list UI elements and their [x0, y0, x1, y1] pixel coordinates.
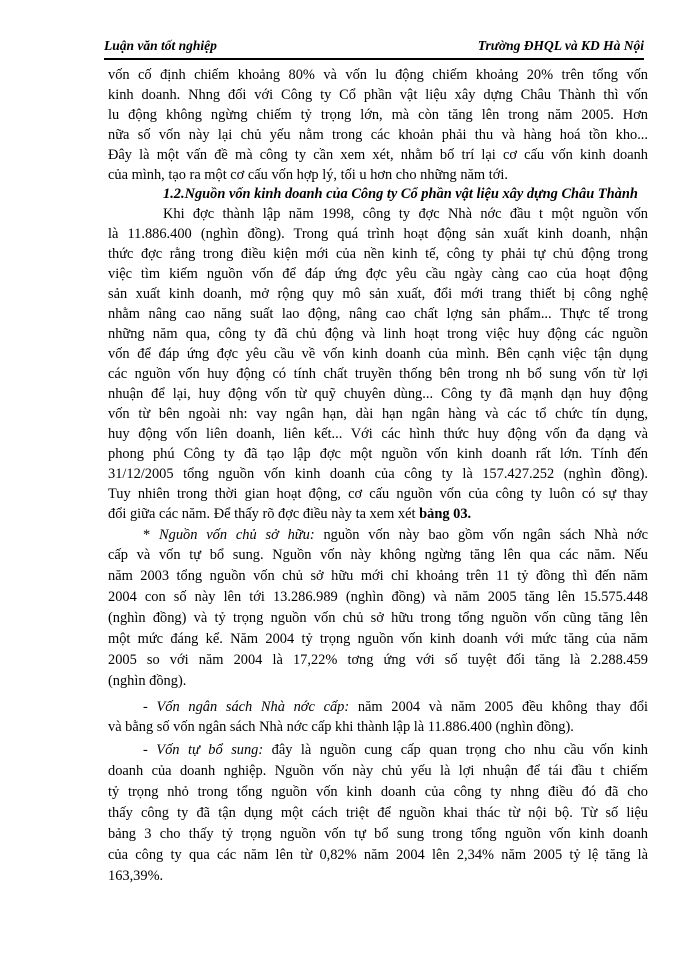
text-line: và bằng số vốn ngân sách Nhà nớc cấp khi thành lập là 11.886.400 (nghìn đồng). — [108, 719, 574, 735]
text-line: doanh của doanh nghiệp. Nguồn vốn này chủ yếu là lợi nhuận để tái đầu t chiếm — [108, 763, 648, 779]
subheading-state-budget: Vốn ngân sách Nhà nớc cấp: — [156, 699, 350, 715]
text-line: Tuy nhiên trong thời gian hoạt động, cơ cấu nguồn vốn của công ty luôn có sự thay — [108, 486, 648, 502]
text-line: 163,39%. — [108, 868, 164, 884]
text-line: lu động không ngừng chiếm tỷ trọng lớn, mà còn tăng lên trong năm 2005. Hơn — [108, 107, 648, 123]
text-span: nguồn vốn này bao gồm vốn ngân sách Nhà nớc — [314, 527, 649, 543]
text-line: (nghìn đồng) và tỷ trọng nguồn vốn chủ sở hữu trong tổng nguồn vốn cũng tăng lên — [108, 610, 648, 626]
bullet-marker: - — [143, 742, 157, 758]
text-line: 2004 con số này lên tới 13.286.989 (nghìn đồng) và năm 2005 tăng lên 15.575.448 — [108, 589, 648, 605]
text-line: vốn để đáp ứng đợc yêu cầu về vốn kinh doanh của mình. Bên cạnh việc tận dụng — [108, 346, 648, 362]
text-line — [143, 740, 648, 760]
text-line: của công ty qua các năm lên từ 0,82% năm 2004 lên 2,34% năm 2005 tỷ lệ tăng là — [108, 847, 648, 863]
section-heading: 1.2.Nguồn vốn kinh doanh của Công ty Cổ phần vật liệu xây dựng Châu Thành — [163, 186, 638, 202]
header-university-label: Trường ĐHQL và KD Hà Nội — [477, 38, 644, 53]
text-line: vốn cố định chiếm khoảng 80% và vốn lu động chiếm khoảng 20% trên tổng vốn — [108, 67, 648, 83]
text-line — [108, 504, 648, 524]
text-span: . — [467, 506, 472, 522]
text-line: phong phú Công ty đã tạo lập đợc một nguồn vốn kinh doanh rất lớn. Tính đến — [108, 446, 648, 462]
text-line: năm 2003 tổng nguồn vốn chủ sở hữu mới chỉ khoảng trên 11 tỷ đồng thì đến năm — [108, 568, 648, 584]
text-line — [143, 525, 648, 545]
text-line: sản xuất kinh doanh, mở rộng quy mô sản xuất, đổi mới trang thiết bị công nghệ — [108, 286, 648, 302]
text-line: 2005 so với năm 2004 là 17,22% tơng ứng với số tuyệt đối tăng là 2.288.459 — [108, 652, 648, 668]
text-line: kinh doanh. Nhng đối với Công ty Cổ phần vật liệu xây dựng Châu Thành thì vốn — [108, 87, 648, 103]
text-line: thức đợc rằng trong điều kiện mới của nền kinh tế, công ty phải tự chủ động trong — [108, 246, 648, 262]
header-divider — [104, 58, 644, 60]
text-line: (nghìn đồng). — [108, 673, 187, 689]
table-reference: bảng 03 — [419, 506, 468, 522]
text-line: 31/12/2005 tổng nguồn vốn kinh doanh của công ty là 157.427.252 (nghìn đồng). — [108, 466, 648, 482]
text-line: của mình, tạo ra một cơ cấu vốn hợp lý, tối u hơn cho những năm tới. — [108, 167, 508, 183]
page-header — [104, 38, 644, 58]
text-line: nhuận để lại, huy động vốn từ quỹ chuyên dùng... Công ty đã mạnh dạn huy động — [108, 386, 648, 402]
text-line: Đây là một vấn đề mà công ty cần xem xét, nhằm bố trí lại cơ cấu vốn kinh doanh — [108, 147, 648, 163]
text-span: đổi giữa các năm. Để thấy rõ đợc điều này ta xem xét — [108, 506, 416, 522]
text-span: đây là nguồn cung cấp quan trọng cho nhu cầu vốn kinh — [263, 742, 649, 758]
text-line: cấp và vốn tự bổ sung. Nguồn vốn này không ngừng tăng lên qua các năm. Nếu — [108, 547, 648, 563]
subheading-self-supplement: Vốn tự bổ sung: — [156, 742, 264, 758]
text-line — [143, 697, 648, 717]
text-line: Khi đợc thành lập năm 1998, công ty đợc Nhà nớc đầu t một nguồn vốn — [163, 206, 648, 222]
text-line: nữa số vốn này lại chủ yếu nằm trong các khoản phải thu và hàng hoá tồn kho... — [108, 127, 648, 143]
bullet-marker: - — [143, 699, 157, 715]
text-line: các nguồn vốn huy động có tính chất truyền thống bên trong nh bổ sung vốn từ lợi — [108, 366, 648, 382]
text-line: tỷ trọng nhỏ trong tổng nguồn vốn kinh doanh của công ty nhng điều đó đã cho — [108, 784, 648, 800]
text-line: là 11.886.400 (nghìn đồng). Trong quá trình hoạt động sản xuất kinh doanh, nhận — [108, 226, 648, 242]
text-line: một mức đáng kể. Năm 2004 tỷ trọng nguồn vốn kinh doanh với mức tăng của năm — [108, 631, 648, 647]
text-line: thấy công ty đã tận dụng một cách triệt để nguồn khai thác từ nội bộ. Từ số liệu — [108, 805, 648, 821]
text-span: năm 2004 và năm 2005 đều không thay đổi — [349, 699, 649, 715]
text-line: việc tìm kiếm nguồn vốn để đáp ứng đợc yêu cầu ngày càng cao của hoạt động — [108, 266, 648, 282]
bullet-marker: * — [143, 527, 160, 543]
text-line: nhằm nâng cao năng suất lao động, nâng cao chất lợng sản phẩm... Thực tế trong — [108, 306, 648, 322]
header-thesis-label: Luận văn tốt nghiệp — [104, 38, 217, 53]
text-line: những năm qua, công ty đã chủ động và linh hoạt trong việc huy động các nguồn — [108, 326, 648, 342]
text-line: bảng 3 cho thấy tỷ trọng nguồn vốn tự bổ sung trong tổng nguồn vốn kinh doanh — [108, 826, 648, 842]
text-line: vốn từ bên ngoài nh: vay ngân hạn, dài hạn ngân hàng và các tổ chức tín dụng, — [108, 406, 648, 422]
subheading-equity: Nguồn vốn chủ sở hữu: — [159, 527, 315, 543]
text-line: huy động vốn liên doanh, liên kết... Với các hình thức huy động vốn đa dạng và — [108, 426, 648, 442]
